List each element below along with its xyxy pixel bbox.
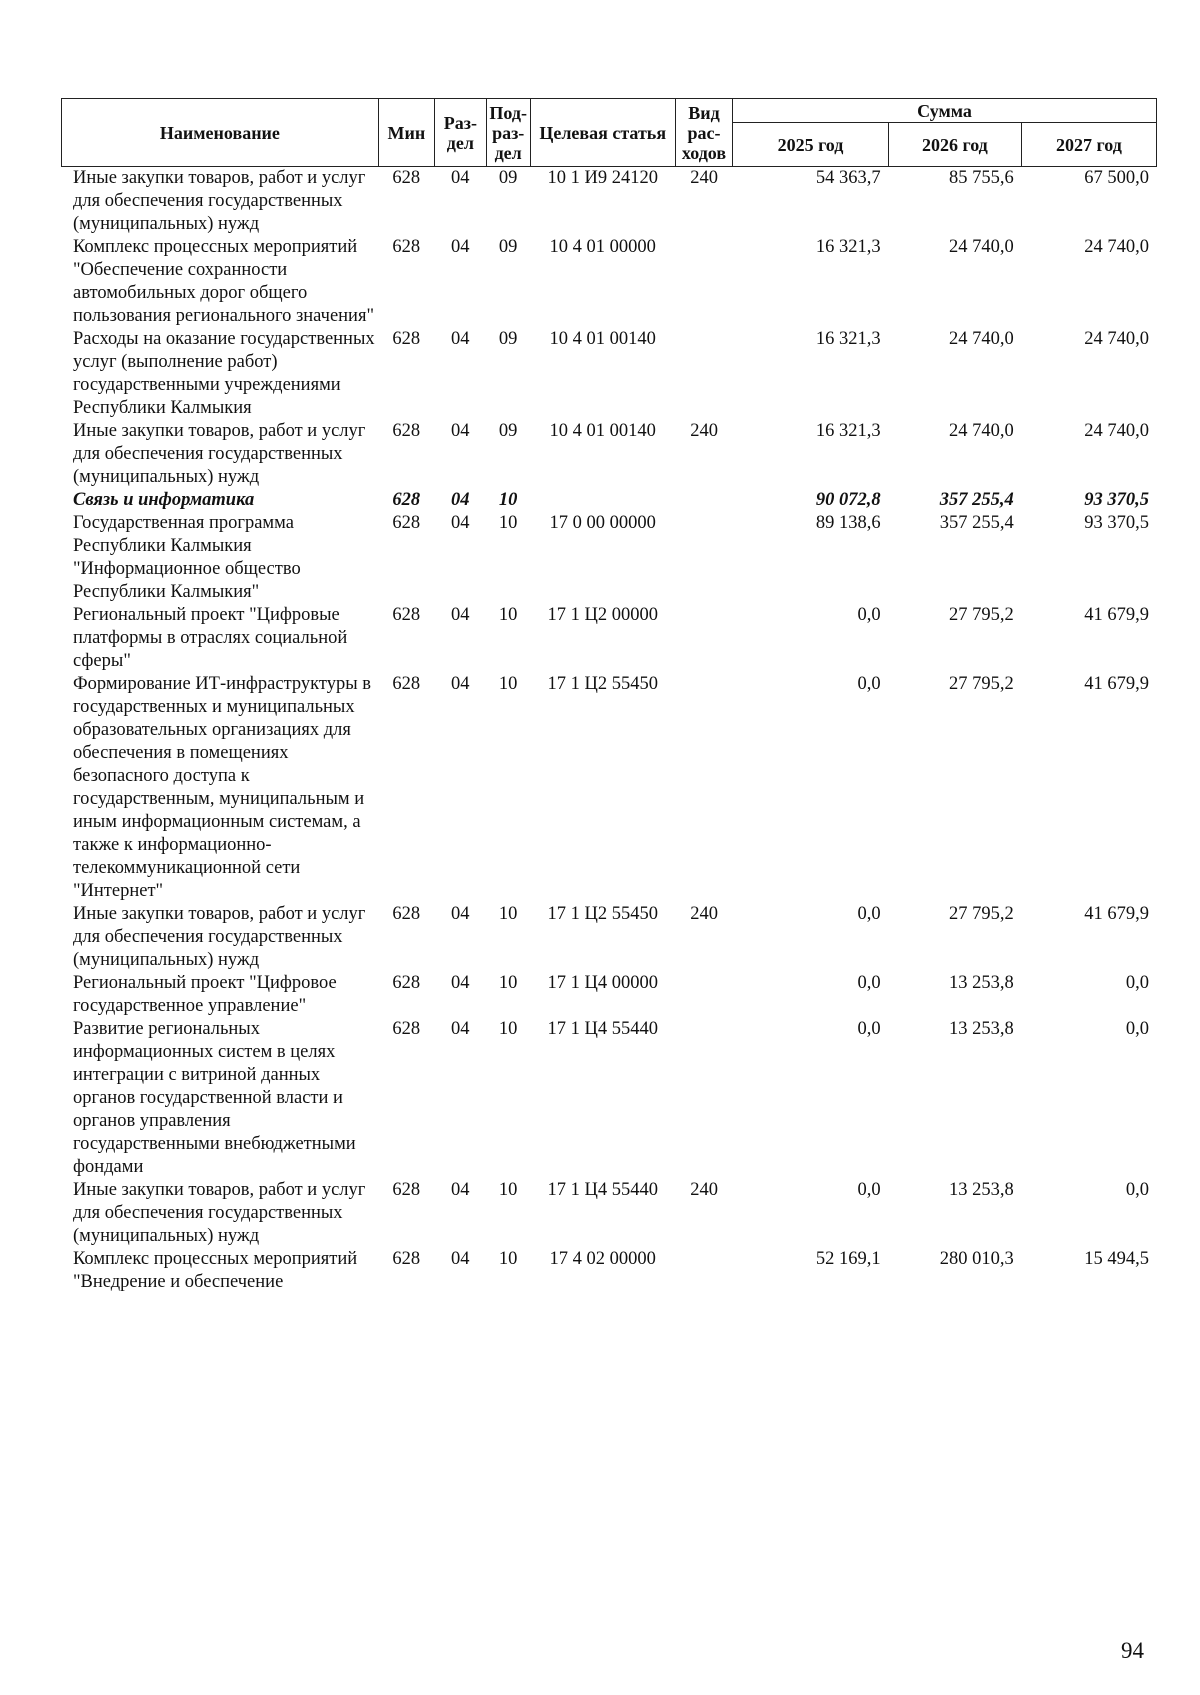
row-podrazdel: 10 [498, 1249, 518, 1269]
row-razdel: 04 [451, 329, 470, 349]
row-min: 628 [392, 329, 421, 349]
row-target: 10 1 И9 24120 [547, 168, 658, 188]
row-razdel: 04 [451, 1249, 470, 1269]
row-2027: 24 740,0 [1084, 237, 1149, 257]
row-name: Формирование ИТ-инфраструктуры в государственных и муниципальных образовательных организациях для обеспечения в помещениях безопасного доступа к государственным, муниципальным и иным информационным системам, а также к информационно-телекоммуникационной сети "Интернет" [73, 674, 372, 901]
table-row [61, 604, 1157, 673]
row-target: 17 1 Ц4 55440 [547, 1019, 658, 1039]
table-row [61, 167, 1157, 236]
row-razdel: 04 [451, 168, 470, 188]
row-target [530, 489, 676, 512]
row-target: 10 4 01 00000 [549, 237, 656, 257]
row-name: Региональный проект "Цифровые платформы в отраслях социальной сферы" [73, 605, 348, 671]
row-2025: 0,0 [857, 1019, 881, 1039]
row-target: 17 1 Ц2 55450 [547, 904, 658, 924]
row-2027: 0,0 [1125, 1180, 1149, 1200]
row-2025: 54 363,7 [815, 168, 881, 188]
row-2027: 67 500,0 [1084, 168, 1149, 188]
row-2027: 0,0 [1125, 973, 1149, 993]
row-2026: 27 795,2 [949, 674, 1014, 694]
row-min: 628 [392, 973, 421, 993]
row-2026: 27 795,2 [949, 605, 1014, 625]
row-2025: 52 169,1 [815, 1249, 881, 1269]
row-name: Комплекс процессных мероприятий "Внедрение и обеспечение [73, 1249, 358, 1292]
header-min: Мин [378, 99, 434, 167]
row-razdel: 04 [451, 421, 470, 441]
row-2026: 13 253,8 [949, 1019, 1014, 1039]
table-row [61, 512, 1157, 604]
row-min: 628 [392, 237, 421, 257]
row-vid: 240 [690, 421, 718, 441]
row-name: Региональный проект "Цифровое государственное управление" [73, 973, 337, 1016]
row-vid [676, 604, 733, 673]
row-razdel: 04 [451, 1180, 470, 1200]
header-podrazdel: Под-раз-дел [486, 99, 530, 167]
row-podrazdel: 10 [498, 1019, 518, 1039]
row-2027: 15 494,5 [1084, 1249, 1149, 1269]
header-2026: 2026 год [888, 123, 1021, 167]
row-podrazdel: 09 [498, 329, 518, 349]
row-vid [676, 673, 733, 903]
row-podrazdel: 10 [498, 513, 518, 533]
row-min: 628 [392, 674, 421, 694]
row-min: 628 [392, 421, 421, 441]
header-2027: 2027 год [1021, 123, 1156, 167]
row-min: 628 [392, 904, 421, 924]
row-min: 628 [392, 1180, 421, 1200]
row-2026: 85 755,6 [949, 168, 1014, 188]
row-razdel: 04 [451, 904, 470, 924]
row-2026: 357 255,4 [939, 490, 1014, 510]
row-2027: 41 679,9 [1084, 674, 1149, 694]
row-min: 628 [392, 1019, 421, 1039]
row-2025: 90 072,8 [815, 490, 881, 510]
table-row [61, 420, 1157, 489]
row-razdel: 04 [451, 1019, 470, 1039]
table-row [61, 903, 1157, 972]
header-vid: Вид рас-ходов [675, 99, 732, 167]
row-2025: 16 321,3 [815, 329, 881, 349]
row-min: 628 [392, 513, 421, 533]
row-name: Развитие региональных информационных систем в целях интеграции с витриной данных органов государственной власти и органов управления государственными внебюджетными фондами [73, 1019, 356, 1177]
table-row [61, 236, 1157, 328]
row-razdel: 04 [451, 674, 470, 694]
header-2025: 2025 год [733, 123, 889, 167]
row-vid: 240 [690, 904, 718, 924]
row-vid [676, 489, 733, 512]
row-podrazdel: 09 [498, 421, 518, 441]
row-target: 17 1 Ц4 00000 [547, 973, 658, 993]
row-2025: 16 321,3 [815, 237, 881, 257]
row-name: Иные закупки товаров, работ и услуг для обеспечения государственных (муниципальных) нужд [73, 904, 366, 970]
row-razdel: 04 [451, 490, 470, 510]
table-row [61, 1248, 1157, 1294]
row-vid: 240 [690, 168, 718, 188]
row-razdel: 04 [451, 513, 470, 533]
row-name: Связь и информатика [73, 490, 255, 510]
row-2026: 24 740,0 [949, 237, 1014, 257]
budget-table [61, 98, 1157, 1294]
row-name: Иные закупки товаров, работ и услуг для обеспечения государственных (муниципальных) нужд [73, 1180, 366, 1246]
row-2025: 89 138,6 [815, 513, 881, 533]
row-name: Иные закупки товаров, работ и услуг для обеспечения государственных (муниципальных) нужд [73, 168, 366, 234]
row-2027: 93 370,5 [1084, 490, 1149, 510]
header-target: Целевая статья [530, 99, 675, 167]
row-target: 17 1 Ц2 00000 [547, 605, 658, 625]
row-2025: 0,0 [857, 605, 881, 625]
row-vid [676, 1018, 733, 1179]
row-target: 17 1 Ц2 55450 [547, 674, 658, 694]
table-header [61, 98, 1157, 167]
row-2026: 13 253,8 [949, 973, 1014, 993]
row-min: 628 [392, 605, 421, 625]
row-vid [676, 972, 733, 1018]
row-2025: 0,0 [857, 674, 881, 694]
row-target: 17 1 Ц4 55440 [547, 1180, 658, 1200]
row-2025: 0,0 [857, 1180, 881, 1200]
row-2027: 24 740,0 [1084, 329, 1149, 349]
table-row [61, 1179, 1157, 1248]
row-2026: 280 010,3 [939, 1249, 1014, 1269]
row-target: 17 0 00 00000 [549, 513, 656, 533]
row-vid [676, 236, 733, 328]
table-body [61, 167, 1157, 1294]
header-razdel: Раз-дел [434, 99, 486, 167]
table-row [61, 972, 1157, 1018]
row-razdel: 04 [451, 237, 470, 257]
row-name: Государственная программа Республики Калмыкия "Информационное общество Республики Калмыкия" [73, 513, 301, 602]
row-podrazdel: 10 [498, 490, 518, 510]
row-podrazdel: 10 [498, 605, 518, 625]
row-min: 628 [392, 490, 421, 510]
row-2026: 27 795,2 [949, 904, 1014, 924]
row-2026: 24 740,0 [949, 329, 1014, 349]
row-podrazdel: 10 [498, 904, 518, 924]
row-podrazdel: 10 [498, 1180, 518, 1200]
row-target: 17 4 02 00000 [549, 1249, 656, 1269]
table-row [61, 673, 1157, 903]
header-name: Наименование [62, 99, 379, 167]
row-vid [676, 328, 733, 420]
row-2027: 41 679,9 [1084, 904, 1149, 924]
row-podrazdel: 09 [498, 168, 518, 188]
row-podrazdel: 10 [498, 674, 518, 694]
table-row [61, 328, 1157, 420]
row-name: Иные закупки товаров, работ и услуг для обеспечения государственных (муниципальных) нужд [73, 421, 366, 487]
header-sum: Сумма [733, 99, 1157, 123]
row-min: 628 [392, 1249, 421, 1269]
row-vid [676, 1248, 733, 1294]
row-vid: 240 [690, 1180, 718, 1200]
row-podrazdel: 09 [498, 237, 518, 257]
row-2025: 0,0 [857, 904, 881, 924]
row-target: 10 4 01 00140 [549, 329, 656, 349]
row-podrazdel: 10 [498, 973, 518, 993]
row-2026: 13 253,8 [949, 1180, 1014, 1200]
row-2026: 24 740,0 [949, 421, 1014, 441]
row-2027: 93 370,5 [1084, 513, 1149, 533]
row-2027: 41 679,9 [1084, 605, 1149, 625]
table-row [61, 1018, 1157, 1179]
row-razdel: 04 [451, 973, 470, 993]
row-2027: 24 740,0 [1084, 421, 1149, 441]
row-name: Расходы на оказание государственных услуг (выполнение работ) государственными учреждениями Республики Калмыкия [73, 329, 375, 418]
page-number: 94 [1121, 1638, 1144, 1663]
row-2025: 16 321,3 [815, 421, 881, 441]
row-2026: 357 255,4 [939, 513, 1014, 533]
table-row [61, 489, 1157, 512]
row-name: Комплекс процессных мероприятий "Обеспечение сохранности автомобильных дорог общего пользования регионального значения" [73, 237, 375, 326]
row-min: 628 [392, 168, 421, 188]
row-target: 10 4 01 00140 [549, 421, 656, 441]
row-2025: 0,0 [857, 973, 881, 993]
row-vid [676, 512, 733, 604]
row-razdel: 04 [451, 605, 470, 625]
row-2027: 0,0 [1125, 1019, 1149, 1039]
